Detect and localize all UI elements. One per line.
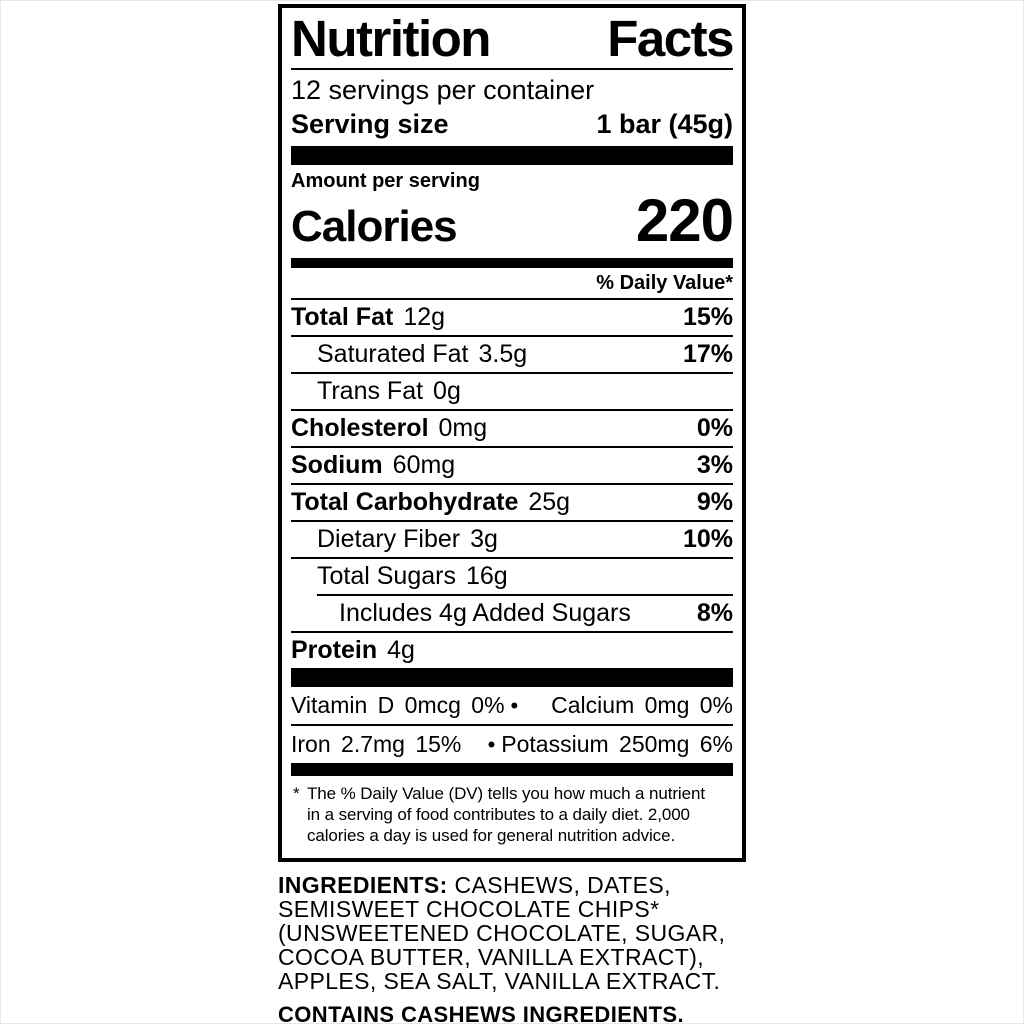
calories-row bbox=[291, 186, 733, 258]
title-word-facts: Facts bbox=[607, 10, 733, 67]
nutrient-amount: 16g bbox=[465, 561, 508, 590]
nutrient-name: Saturated Fat bbox=[317, 339, 469, 368]
medium-separator-bar bbox=[291, 258, 733, 268]
nutrient-row-total-fat bbox=[291, 300, 733, 337]
nutrient-row-sodium bbox=[291, 448, 733, 485]
bullet-separator: • bbox=[487, 731, 496, 757]
nutrient-amount: 4g bbox=[387, 635, 415, 664]
calories-value: 220 bbox=[635, 186, 733, 254]
nutrient-dv: 8% bbox=[696, 598, 733, 627]
nutrient-amount: 60mg bbox=[392, 450, 456, 479]
calories-label: Calories bbox=[291, 201, 457, 251]
footnote-line-3: calories a day is used for general nutrition advice. bbox=[307, 825, 676, 845]
potassium-value: Potassium 250mg 6% bbox=[501, 730, 733, 757]
footnote-asterisk: * bbox=[293, 783, 300, 803]
nutrient-amount: 12g bbox=[403, 302, 446, 331]
nutrient-name: Sodium bbox=[291, 450, 383, 479]
nutrient-name: Dietary Fiber bbox=[317, 524, 461, 553]
nutrition-facts-panel bbox=[278, 4, 746, 862]
micronutrient-row-2 bbox=[291, 726, 733, 763]
ingredients-heading: INGREDIENTS: bbox=[278, 871, 448, 898]
nutrient-dv: 10% bbox=[682, 524, 733, 553]
thick-separator-bar-top bbox=[291, 146, 733, 165]
footnote-line-2: in a serving of food contributes to a daily diet. 2,000 bbox=[307, 804, 690, 824]
nutrient-dv: 3% bbox=[696, 450, 733, 479]
footnote-separator-bar bbox=[291, 763, 733, 776]
daily-value-header: % Daily Value* bbox=[291, 268, 733, 300]
ingredients-list: CASHEWS, DATES, SEMISWEET CHOCOLATE CHIPS* (UNSWEETENED CHOCOLATE, SUGAR, COCOA BUTTER, VANILLA EXTRACT), APPLES, SEA SALT, VANILLA EXTRACT. bbox=[278, 871, 726, 994]
nutrient-dv: 0% bbox=[696, 413, 733, 442]
daily-value-footnote bbox=[291, 776, 733, 848]
bullet-separator: • bbox=[510, 692, 519, 718]
serving-size-label: Serving size bbox=[291, 108, 449, 139]
nutrient-row-dietary-fiber bbox=[291, 522, 733, 559]
micronutrient-row-1 bbox=[291, 687, 733, 726]
allergen-statement: CONTAINS CASHEWS INGREDIENTS. bbox=[278, 1001, 684, 1024]
nutrient-name: Total Fat bbox=[291, 302, 394, 331]
nutrient-row-protein bbox=[291, 633, 733, 668]
nutrient-name: Trans Fat bbox=[317, 376, 424, 405]
nutrient-amount: 0g bbox=[433, 376, 461, 405]
nutrient-name: Includes 4g Added Sugars bbox=[339, 598, 631, 627]
nutrition-facts-title bbox=[291, 12, 733, 68]
nutrient-dv: 9% bbox=[696, 487, 733, 516]
nutrient-row-cholesterol bbox=[291, 411, 733, 448]
nutrient-dv: 17% bbox=[682, 339, 733, 368]
nutrient-row-added-sugars bbox=[291, 596, 733, 633]
nutrient-row-saturated-fat bbox=[291, 337, 733, 374]
nutrient-row-total-carbohydrate bbox=[291, 485, 733, 522]
nutrient-amount: 0mg bbox=[438, 413, 488, 442]
serving-size-row bbox=[291, 107, 733, 146]
nutrient-row-total-sugars bbox=[291, 559, 733, 594]
iron-value: Iron 2.7mg 15% bbox=[291, 730, 462, 757]
thick-separator-bar-bottom bbox=[291, 668, 733, 687]
footnote-line-1: The % Daily Value (DV) tells you how much a nutrient bbox=[307, 783, 705, 803]
vitamin-d-value: Vitamin D 0mcg 0% bbox=[291, 691, 505, 718]
amount-per-serving-label: Amount per serving bbox=[291, 169, 480, 192]
nutrient-name: Protein bbox=[291, 635, 378, 664]
nutrient-amount: 3g bbox=[470, 524, 498, 553]
nutrient-amount: 3.5g bbox=[478, 339, 528, 368]
footnote-text bbox=[307, 783, 731, 846]
nutrient-dv: 15% bbox=[682, 302, 733, 331]
nutrient-name: Total Carbohydrate bbox=[291, 487, 519, 516]
nutrient-amount: 25g bbox=[528, 487, 571, 516]
nutrient-name: Cholesterol bbox=[291, 413, 429, 442]
title-word-nutrition: Nutrition bbox=[291, 10, 490, 67]
nutrient-name: Total Sugars bbox=[317, 561, 456, 590]
nutrient-row-trans-fat bbox=[291, 374, 733, 411]
ingredients-statement bbox=[278, 873, 748, 993]
servings-per-container: 12 servings per container bbox=[291, 74, 595, 105]
calcium-value: Calcium 0mg 0% bbox=[551, 691, 733, 718]
label-column bbox=[278, 4, 746, 1024]
serving-size-value: 1 bar (45g) bbox=[596, 108, 733, 139]
